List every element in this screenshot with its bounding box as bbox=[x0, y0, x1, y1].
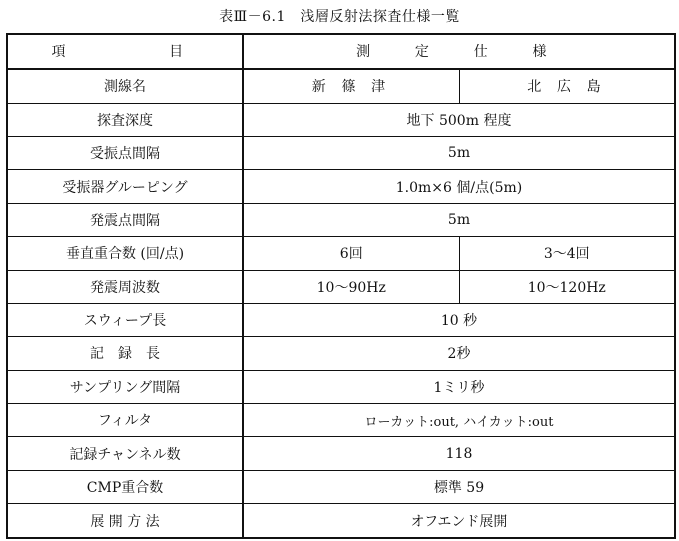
table-caption: 表Ⅲ－6.1 浅層反射法探査仕様一覧 bbox=[219, 9, 460, 25]
row-value: 5m bbox=[243, 203, 675, 236]
row-label: 記録チャンネル数 bbox=[7, 437, 243, 470]
table-row bbox=[7, 270, 675, 303]
row-value: 1ミリ秒 bbox=[243, 370, 675, 403]
row-value-right: 北 広 島 bbox=[459, 69, 675, 103]
row-label: CMP重合数 bbox=[7, 470, 243, 503]
row-label: 測線名 bbox=[7, 69, 243, 103]
row-value-left: 10～90Hz bbox=[243, 270, 459, 303]
row-value-left: 新 篠 津 bbox=[243, 69, 459, 103]
table-row bbox=[7, 203, 675, 236]
survey-spec-table bbox=[6, 33, 676, 539]
row-value: 10 秒 bbox=[243, 303, 675, 336]
row-value-right: 3～4回 bbox=[459, 237, 675, 270]
table-row bbox=[7, 404, 675, 437]
table-row bbox=[7, 103, 675, 136]
row-value: 標準 59 bbox=[243, 470, 675, 503]
row-value-left: 6回 bbox=[243, 237, 459, 270]
row-label: 垂直重合数 (回/点) bbox=[7, 237, 243, 270]
row-value: 地下 500m 程度 bbox=[243, 103, 675, 136]
table-row bbox=[7, 504, 675, 538]
row-value: ローカット:out, ハイカット:out bbox=[243, 404, 675, 437]
table-row bbox=[7, 303, 675, 336]
row-label: スウィープ長 bbox=[7, 303, 243, 336]
table-row bbox=[7, 470, 675, 503]
row-value: オフエンド展開 bbox=[243, 504, 675, 538]
row-value-right: 10～120Hz bbox=[459, 270, 675, 303]
table-row bbox=[7, 437, 675, 470]
row-label: 発震周波数 bbox=[7, 270, 243, 303]
row-value: 118 bbox=[243, 437, 675, 470]
row-value: 5m bbox=[243, 137, 675, 170]
table-row bbox=[7, 370, 675, 403]
row-value: 2秒 bbox=[243, 337, 675, 370]
row-label: 探査深度 bbox=[7, 103, 243, 136]
table-row bbox=[7, 170, 675, 203]
table-row bbox=[7, 69, 675, 103]
row-label: サンプリング間隔 bbox=[7, 370, 243, 403]
row-value: 1.0m×6 個/点(5m) bbox=[243, 170, 675, 203]
row-label: 発震点間隔 bbox=[7, 203, 243, 236]
table-row bbox=[7, 237, 675, 270]
row-label: 記 録 長 bbox=[7, 337, 243, 370]
header-spec: 測 定 仕 様 bbox=[243, 34, 675, 69]
row-label: フィルタ bbox=[7, 404, 243, 437]
row-label: 受振点間隔 bbox=[7, 137, 243, 170]
table-row bbox=[7, 137, 675, 170]
table-row bbox=[7, 337, 675, 370]
header-item: 項 目 bbox=[7, 34, 243, 69]
header-row bbox=[7, 34, 675, 69]
row-label: 受振器グルーピング bbox=[7, 170, 243, 203]
row-label: 展 開 方 法 bbox=[7, 504, 243, 538]
